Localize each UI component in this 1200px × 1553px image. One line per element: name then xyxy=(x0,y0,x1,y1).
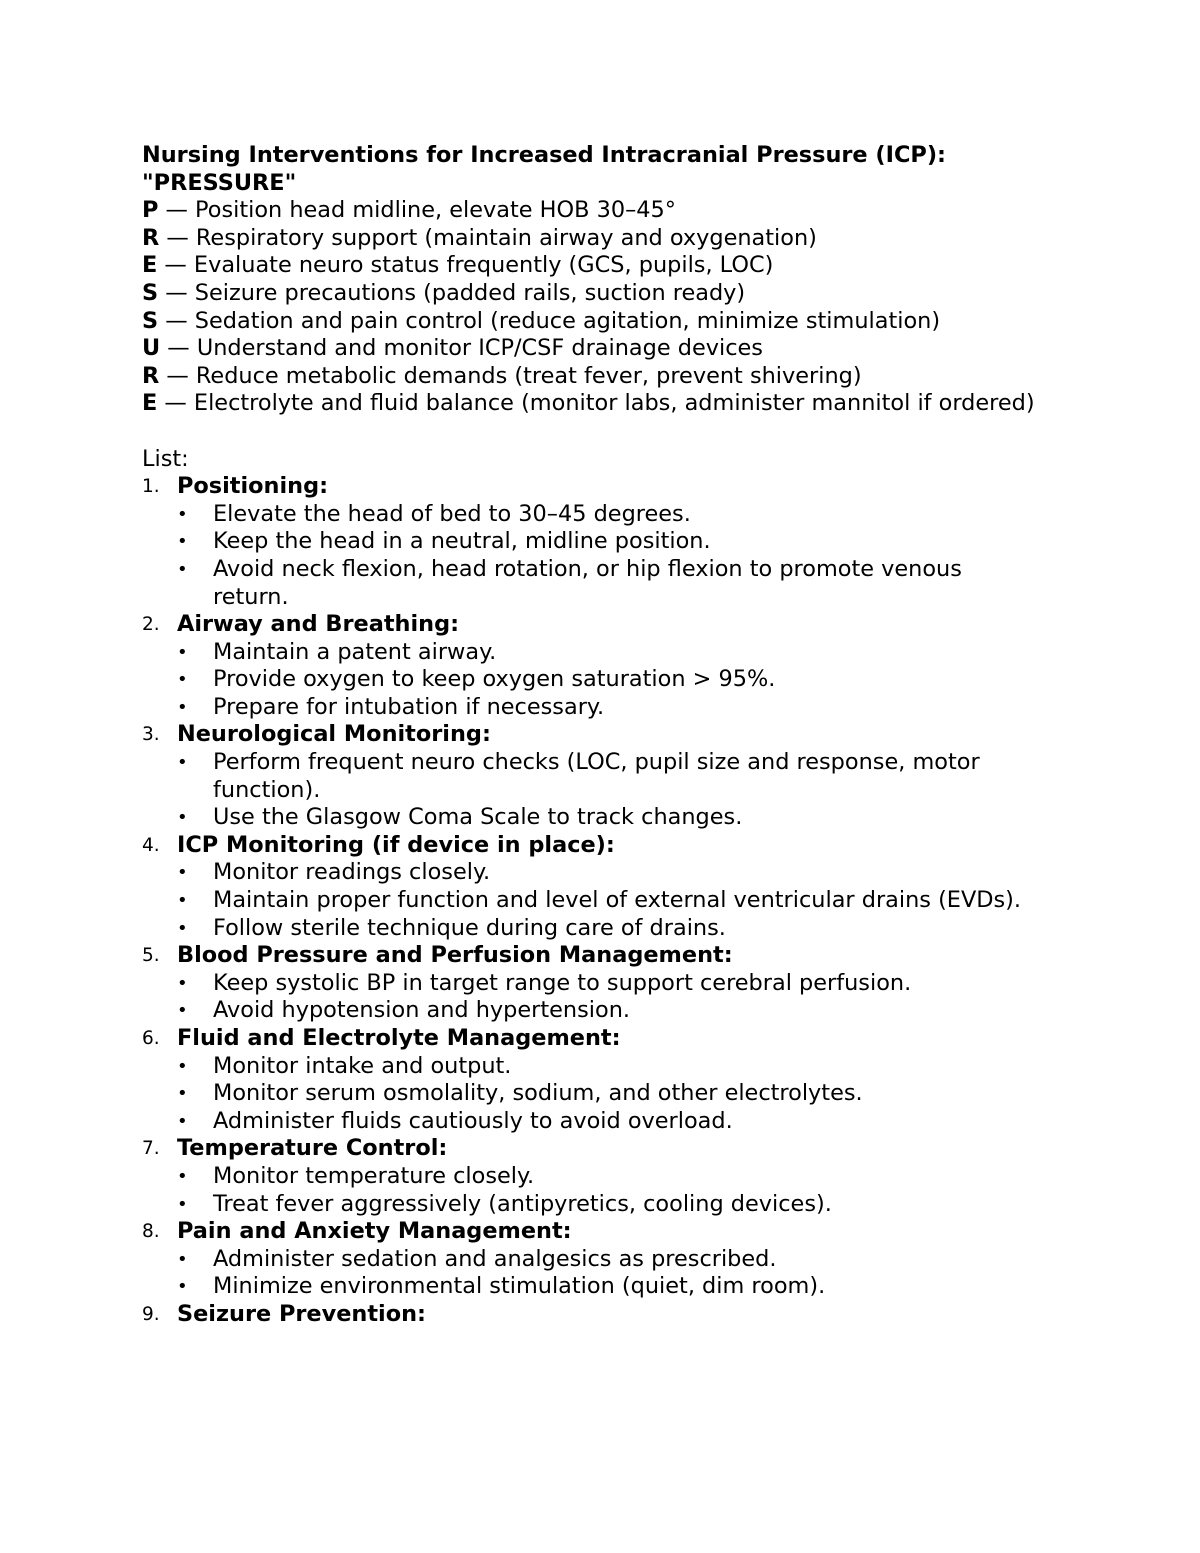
bullet-icon: • xyxy=(177,917,188,939)
mnemonic-line xyxy=(142,280,1042,308)
mnemonic-text: — Position head midline, elevate HOB 30–45° xyxy=(158,197,676,224)
list-label: List: xyxy=(142,445,189,472)
mnemonic-line xyxy=(142,308,1042,336)
bullet-text: Perform frequent neuro checks (LOC, pupil size and response, motor function). xyxy=(213,749,980,803)
bullet-item xyxy=(177,501,1042,529)
section-item xyxy=(142,1135,1042,1218)
section-item xyxy=(142,473,1042,611)
bullet-text: Monitor temperature closely. xyxy=(213,1162,535,1189)
section-item xyxy=(142,832,1042,942)
section-heading: Blood Pressure and Perfusion Management: xyxy=(177,942,733,969)
bullet-icon: • xyxy=(177,1055,188,1077)
bullet-item xyxy=(177,970,1042,998)
section-item xyxy=(142,1301,1042,1329)
bullet-text: Prepare for intubation if necessary. xyxy=(213,693,605,720)
bullet-item xyxy=(177,1080,1042,1108)
title-line-2: "PRESSURE" xyxy=(142,169,297,196)
bullet-item xyxy=(177,694,1042,722)
bullet-item xyxy=(177,1053,1042,1081)
bullet-icon: • xyxy=(177,1000,188,1022)
section-bullets xyxy=(177,749,1042,832)
section-bullets xyxy=(177,1246,1042,1301)
bullet-text: Minimize environmental stimulation (quiet, dim room). xyxy=(213,1273,826,1300)
section-heading: Positioning: xyxy=(177,473,329,500)
section-heading: ICP Monitoring (if device in place): xyxy=(177,831,615,858)
bullet-icon: • xyxy=(177,752,188,774)
bullet-item xyxy=(177,997,1042,1025)
document-page xyxy=(142,142,1042,1329)
section-number: 5. xyxy=(142,945,160,967)
section-number: 6. xyxy=(142,1028,160,1049)
bullet-item xyxy=(177,1108,1042,1136)
bullet-item xyxy=(177,639,1042,667)
bullet-icon: • xyxy=(177,641,188,663)
section-heading: Pain and Anxiety Management: xyxy=(177,1218,572,1245)
bullet-icon: • xyxy=(177,1193,188,1215)
bullet-text: Monitor readings closely. xyxy=(213,859,491,886)
bullet-text: Maintain a patent airway. xyxy=(213,638,497,665)
mnemonic-text: — Respiratory support (maintain airway and oxygenation) xyxy=(159,224,817,251)
section-bullets xyxy=(177,501,1042,611)
section-heading: Temperature Control: xyxy=(177,1135,448,1162)
bullet-text: Administer fluids cautiously to avoid overload. xyxy=(213,1107,733,1134)
section-item xyxy=(142,942,1042,1025)
section-number: 4. xyxy=(142,834,160,856)
section-bullets xyxy=(177,1053,1042,1136)
section-heading: Fluid and Electrolyte Management: xyxy=(177,1025,621,1051)
section-bullets xyxy=(177,970,1042,1025)
bullet-text: Keep systolic BP in target range to support cerebral perfusion. xyxy=(213,969,912,996)
bullet-icon: • xyxy=(177,1110,188,1132)
section-heading: Neurological Monitoring: xyxy=(177,721,491,748)
bullet-item xyxy=(177,859,1042,887)
section-number: 2. xyxy=(142,614,160,636)
mnemonic-list xyxy=(142,197,1042,418)
mnemonic-letter: S xyxy=(142,279,159,306)
section-item xyxy=(142,1218,1042,1301)
bullet-text: Avoid hypotension and hypertension. xyxy=(213,997,631,1024)
bullet-item xyxy=(177,528,1042,556)
bullet-text: Elevate the head of bed to 30–45 degrees. xyxy=(213,500,691,527)
mnemonic-text: — Seizure precautions (padded rails, suction ready) xyxy=(158,279,746,306)
mnemonic-letter: U xyxy=(142,335,161,362)
bullet-item xyxy=(177,1246,1042,1274)
bullet-text: Use the Glasgow Coma Scale to track changes. xyxy=(213,804,743,831)
bullet-item xyxy=(177,749,1042,804)
document-title xyxy=(142,142,1042,197)
bullet-icon: • xyxy=(177,890,188,912)
bullet-text: Treat fever aggressively (antipyretics, cooling devices). xyxy=(213,1190,832,1217)
section-number: 9. xyxy=(142,1303,160,1325)
mnemonic-text: — Reduce metabolic demands (treat fever, prevent shivering) xyxy=(159,362,862,389)
bullet-item xyxy=(177,887,1042,915)
bullet-item xyxy=(177,556,1042,611)
bullet-icon: • xyxy=(177,558,188,580)
bullet-text: Administer sedation and analgesics as prescribed. xyxy=(213,1245,777,1272)
spacer xyxy=(142,418,1042,446)
mnemonic-line xyxy=(142,252,1042,280)
mnemonic-text: — Sedation and pain control (reduce agitation, minimize stimulation) xyxy=(158,307,941,334)
bullet-item xyxy=(177,666,1042,694)
bullet-icon: • xyxy=(177,1165,188,1187)
mnemonic-letter: E xyxy=(142,390,158,417)
mnemonic-text: — Understand and monitor ICP/CSF drainage devices xyxy=(160,335,763,362)
bullet-text: Provide oxygen to keep oxygen saturation > 95%. xyxy=(213,666,776,693)
mnemonic-line xyxy=(142,225,1042,253)
section-bullets xyxy=(177,1163,1042,1218)
section-bullets xyxy=(177,859,1042,942)
section-number: 8. xyxy=(142,1221,160,1243)
section-number: 7. xyxy=(142,1138,160,1160)
bullet-icon: • xyxy=(177,862,188,884)
mnemonic-letter: S xyxy=(142,307,159,334)
bullet-text: Avoid neck flexion, head rotation, or hip flexion to promote venous return. xyxy=(213,555,962,610)
section-heading: Seizure Prevention: xyxy=(177,1300,426,1327)
mnemonic-line xyxy=(142,363,1042,391)
bullet-item xyxy=(177,804,1042,832)
section-number: 3. xyxy=(142,724,160,746)
bullet-icon: • xyxy=(177,1248,188,1270)
bullet-icon: • xyxy=(177,1276,188,1298)
bullet-icon: • xyxy=(177,696,188,718)
intervention-list xyxy=(142,473,1042,1328)
bullet-text: Follow sterile technique during care of drains. xyxy=(213,914,726,941)
bullet-icon: • xyxy=(177,669,188,691)
section-bullets xyxy=(177,639,1042,722)
section-heading: Airway and Breathing: xyxy=(177,611,460,638)
mnemonic-text: — Evaluate neuro status frequently (GCS, pupils, LOC) xyxy=(157,252,774,279)
mnemonic-letter: R xyxy=(142,362,160,389)
mnemonic-text: — Electrolyte and fluid balance (monitor labs, administer mannitol if ordered) xyxy=(157,390,1035,417)
mnemonic-letter: R xyxy=(142,224,160,251)
bullet-item xyxy=(177,1163,1042,1191)
bullet-text: Monitor serum osmolality, sodium, and other electrolytes. xyxy=(213,1080,863,1107)
title-line-1: Nursing Interventions for Increased Intracranial Pressure (ICP): xyxy=(142,142,947,168)
bullet-text: Maintain proper function and level of external ventricular drains (EVDs). xyxy=(213,887,1022,914)
bullet-item xyxy=(177,915,1042,943)
bullet-icon: • xyxy=(177,807,188,829)
bullet-icon: • xyxy=(177,1083,188,1105)
bullet-item xyxy=(177,1273,1042,1301)
mnemonic-line xyxy=(142,335,1042,363)
bullet-text: Monitor intake and output. xyxy=(213,1052,512,1079)
mnemonic-line xyxy=(142,197,1042,225)
section-number: 1. xyxy=(142,476,160,498)
bullet-item xyxy=(177,1191,1042,1219)
mnemonic-letter: E xyxy=(142,252,158,279)
mnemonic-letter: P xyxy=(142,197,159,224)
bullet-icon: • xyxy=(177,972,188,994)
section-item xyxy=(142,721,1042,831)
bullet-icon: • xyxy=(177,531,188,553)
section-item xyxy=(142,1025,1042,1135)
mnemonic-line xyxy=(142,390,1042,418)
bullet-icon: • xyxy=(177,503,188,525)
section-item xyxy=(142,611,1042,721)
bullet-text: Keep the head in a neutral, midline position. xyxy=(213,528,711,555)
